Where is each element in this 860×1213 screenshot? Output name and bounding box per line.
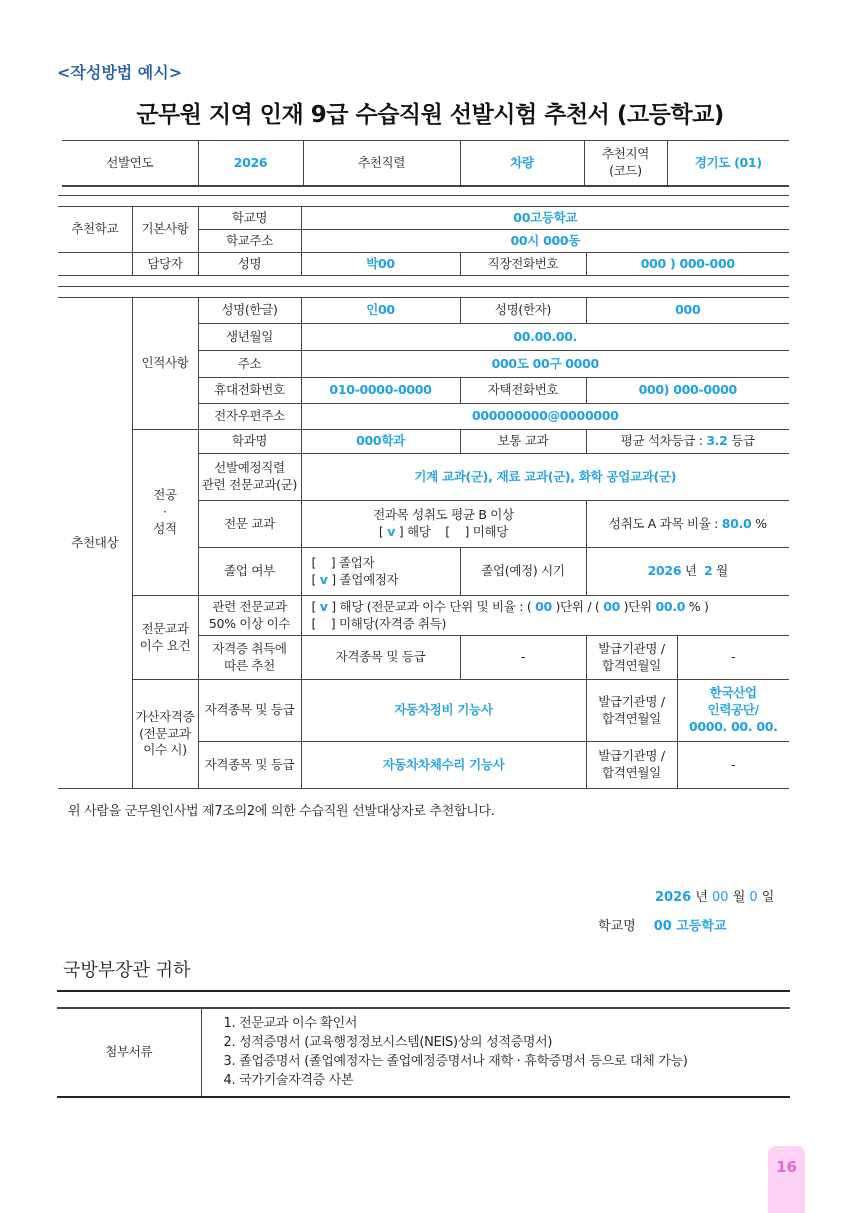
grad-option-expected: [ v ] 졸업예정자	[311, 571, 399, 587]
dept-value: 000학과	[301, 430, 460, 454]
bonus2-kind-value: 자동차차체수리 기능사	[301, 742, 586, 789]
cert-recommend-label: 자격증 취득에 따른 추천	[198, 636, 301, 680]
bonus2-issuer-value: -	[677, 742, 789, 789]
name-hanja-value: 000	[586, 298, 789, 324]
contact-label: 담당자	[132, 253, 198, 276]
email-label: 전자우편주소	[198, 404, 301, 430]
school-name-value: 00고등학교	[301, 207, 789, 230]
bonus1-issuer-label: 발급기관명 / 합격연월일	[586, 680, 677, 742]
name-kr-value: 인00	[301, 298, 460, 324]
attachment-item: 4. 국가기술자격증 사본	[223, 1072, 354, 1088]
document-title: 군무원 지역 인재 9급 수습직원 선발시험 추천서 (고등학교)	[136, 102, 724, 128]
a-ratio-value: 80.0	[721, 515, 752, 531]
bonus2-kind-label: 자격종목 및 등급	[198, 742, 301, 789]
cert-issuer-value: -	[677, 636, 789, 680]
related-subject-value: 기계 교과(군), 재료 교과(군), 화학 공업교과(군)	[301, 454, 789, 501]
page-number: 16	[776, 1158, 797, 1176]
special-subject-label: 전문 교과	[198, 501, 301, 548]
attachments-table	[57, 1008, 790, 1098]
general-subject-label: 보통 교과	[460, 430, 586, 454]
name-hanja-label: 성명(한자)	[460, 298, 586, 324]
graduation-options	[301, 548, 460, 596]
special-subject-cell	[301, 501, 586, 548]
special-line1: 전과목 성취도 평균 B 이상	[373, 507, 514, 523]
attachments-label: 첨부서류	[57, 1009, 201, 1098]
basic-info-label: 기본사항	[132, 207, 198, 253]
region-value: 경기도 (01)	[667, 141, 789, 186]
dept-label: 학과명	[198, 430, 301, 454]
bonus2-issuer-label: 발급기관명 / 합격연월일	[586, 742, 677, 789]
email-value: 000000000@0000000	[301, 404, 789, 430]
signing-school-value: 00 고등학교	[653, 919, 727, 934]
grad-time-value: 2026 년 2 월	[586, 548, 789, 596]
year-label: 선발연도	[62, 141, 198, 186]
divider	[57, 990, 790, 992]
recommendation-date: 2026 년 00 월 0 일	[655, 890, 775, 905]
candidate-section-label: 추천대상	[58, 298, 132, 789]
work-phone-value: 000 ) 000-000	[586, 253, 789, 276]
year-value: 2026	[198, 141, 303, 186]
name-kr-label: 성명(한글)	[198, 298, 301, 324]
requirement-label: 전문교과 이수 요건	[132, 596, 198, 680]
cert-issuer-label: 발급기관명 / 합격연월일	[586, 636, 677, 680]
school-name-label: 학교명	[198, 207, 301, 230]
grad-time-label: 졸업(예정) 시기	[460, 548, 586, 596]
home-phone-label: 자택전화번호	[460, 378, 586, 404]
mobile-label: 휴대전화번호	[198, 378, 301, 404]
school-addr-value: 00시 000동	[301, 230, 789, 253]
req-50-value: [ v ] 해당 (전문교과 이수 단위 및 비율 : ( 00 )단위 / ( 00 )단위 00.0 % ) [ ] 미해당(자격증 취득)	[301, 596, 789, 636]
page-badge	[768, 1146, 805, 1213]
a-ratio-cell: 성취도 A 과목 비율 : 80.0 %	[586, 501, 789, 548]
major-grade-label: 전공 · 성적	[132, 430, 198, 596]
avg-grade-label: 평균 석차등급 :	[620, 433, 707, 449]
personal-info-label: 인적사항	[132, 298, 198, 430]
attachments-list	[201, 1009, 790, 1098]
mobile-value: 010-0000-0000	[301, 378, 460, 404]
selection-info-table	[62, 140, 789, 186]
example-heading: <작성방법 예시>	[57, 63, 183, 82]
related-subject-label: 선발예정직렬 관련 전문교과(군)	[198, 454, 301, 501]
attachment-item: 1. 전문교과 이수 확인서	[223, 1016, 358, 1031]
region-label: 추천지역 (코드)	[584, 141, 667, 186]
school-addr-label: 학교주소	[198, 230, 301, 253]
work-phone-label: 직장전화번호	[460, 253, 586, 276]
address-label: 주소	[198, 351, 301, 378]
special-check-mark: v	[387, 524, 396, 539]
avg-grade-unit: 등급	[727, 433, 755, 449]
contact-name-value: 박00	[301, 253, 460, 276]
bonus1-kind-label: 자격종목 및 등급	[198, 680, 301, 742]
cert-kind-value: -	[460, 636, 586, 680]
recommendation-statement: 위 사람을 군무원인사법 제7조의2에 의한 수습직원 선발대상자로 추천합니다.	[68, 804, 495, 819]
graduation-label: 졸업 여부	[198, 548, 301, 596]
attachment-item: 2. 성적증명서 (교육행정정보시스템(NEIS)상의 성적증명서)	[223, 1034, 553, 1050]
job-label: 추천직렬	[303, 141, 460, 186]
avg-grade-value: 3.2	[706, 433, 728, 449]
avg-grade-cell	[586, 430, 789, 454]
special-line2: [ v ] 해당 [ ] 미해당	[378, 524, 509, 539]
addressee: 국방부장관 귀하	[63, 960, 191, 981]
grad-option-graduate: [ ] 졸업자	[311, 554, 375, 570]
req-50-label: 관련 전문교과 50% 이상 이수	[198, 596, 301, 636]
birth-value: 00.00.00.	[301, 324, 789, 351]
attachment-item: 3. 졸업증명서 (졸업예정자는 졸업예정증명서나 재학 · 휴학증명서 등으로 대체 가능)	[223, 1053, 688, 1069]
cert-kind-label: 자격종목 및 등급	[301, 636, 460, 680]
bonus1-issuer-value: 한국산업 인력공단/ 0000. 00. 00.	[677, 680, 789, 742]
contact-name-label: 성명	[198, 253, 301, 276]
signing-school-label: 학교명	[598, 919, 636, 934]
school-section-label: 추천학교	[58, 207, 132, 253]
signing-school	[598, 915, 727, 934]
birth-label: 생년월일	[198, 324, 301, 351]
home-phone-value: 000) 000-0000	[586, 378, 789, 404]
school-table	[58, 206, 789, 276]
bonus1-kind-value: 자동차정비 기능사	[301, 680, 586, 742]
address-value: 000도 00구 0000	[301, 351, 789, 378]
job-value: 차량	[460, 141, 584, 186]
candidate-table	[58, 297, 789, 789]
bonus-cert-label: 가산자격증 (전문교과 이수 시)	[132, 680, 198, 789]
